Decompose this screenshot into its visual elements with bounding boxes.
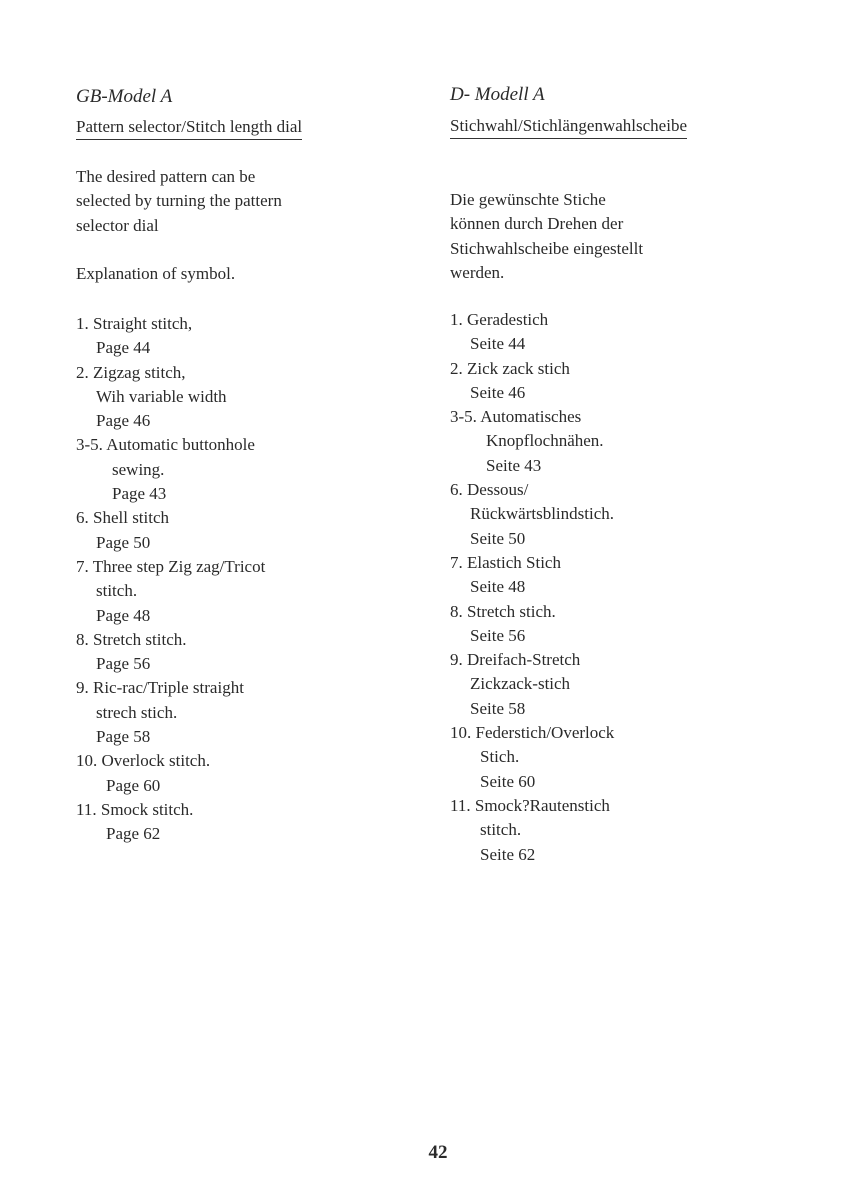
- list-item-label: 11. Smock stitch.: [76, 799, 194, 819]
- list-item-detail: Seite 58: [470, 698, 526, 718]
- list-item-detail: Rückwärtsblindstich.: [470, 504, 615, 524]
- list-item-label: 1. Geradestich: [450, 310, 549, 329]
- list-item-detail: Page 43: [112, 484, 167, 504]
- list-item-detail: stitch.: [96, 581, 138, 601]
- list-item: [76, 628, 265, 677]
- list-item-label: 10. Overlock stitch.: [76, 751, 211, 771]
- list-item-label: 9. Dreifach-Stretch: [450, 650, 581, 670]
- list-item: [76, 749, 265, 798]
- list-item-detail: Page 46: [96, 411, 151, 431]
- list-item-detail: Wih variable width: [96, 386, 227, 406]
- list-item-detail: Zickzack-stich: [470, 674, 571, 694]
- list-item: [450, 648, 614, 721]
- list-item-detail: Seite 48: [470, 577, 526, 597]
- list-item-detail: strech stich.: [96, 702, 178, 722]
- list-item-detail: Page 50: [96, 532, 151, 552]
- gb-model-title: GB-Model A: [76, 86, 173, 107]
- list-item: [450, 357, 614, 406]
- list-item-label: 11. Smock?Rautenstich: [450, 795, 610, 815]
- list-item-detail: Stich.: [480, 747, 520, 767]
- list-item: [76, 676, 265, 749]
- list-item-detail: Knopflochnähen.: [486, 431, 604, 451]
- list-item-detail: Page 62: [106, 824, 161, 844]
- list-item-detail: Page 56: [96, 654, 151, 674]
- list-item-detail: Seite 50: [470, 528, 526, 548]
- list-item-detail: Seite 62: [480, 844, 536, 864]
- list-item-label: 7. Elastich Stich: [450, 552, 561, 572]
- list-item: [76, 798, 265, 847]
- list-item-detail: Seite 43: [486, 455, 542, 475]
- gb-intro-text: The desired pattern can be selected by turning the pattern selector dial: [76, 167, 282, 235]
- list-item-label: 3-5. Automatic buttonhole: [76, 435, 255, 455]
- list-item-label: 3-5. Automatisches: [450, 407, 582, 427]
- list-item: [450, 721, 614, 794]
- list-item-detail: Seite 60: [480, 771, 536, 791]
- list-item: [450, 794, 614, 867]
- gb-stitch-list: [76, 312, 265, 847]
- list-item: [450, 405, 614, 478]
- list-item: [450, 478, 614, 551]
- list-item: [76, 312, 265, 361]
- gb-section-title: Pattern selector/Stitch length dial: [76, 117, 302, 140]
- list-item-detail: Seite 56: [470, 625, 526, 645]
- list-item-detail: Page 48: [96, 605, 151, 625]
- list-item: [450, 551, 614, 600]
- list-item: [450, 308, 614, 357]
- list-item: [76, 555, 265, 628]
- list-item-detail: sewing.: [112, 459, 165, 479]
- list-item-detail: Page 60: [106, 775, 161, 795]
- list-item-detail: Seite 44: [470, 334, 526, 354]
- list-item: [450, 600, 614, 649]
- list-item-label: 6. Dessous/: [450, 480, 529, 500]
- gb-explanation-heading: Explanation of symbol.: [76, 264, 236, 283]
- list-item-label: 10. Federstich/Overlock: [450, 723, 615, 743]
- de-stitch-list: [450, 308, 614, 867]
- de-model-title: D- Modell A: [450, 84, 545, 105]
- de-intro-text: Die gewünschte Stiche können durch Drehen der Stichwahlscheibe eingestellt werden.: [450, 190, 644, 282]
- list-item-detail: Seite 46: [470, 382, 526, 402]
- list-item: [76, 361, 265, 434]
- list-item: [76, 506, 265, 555]
- list-item: [76, 433, 265, 506]
- list-item-detail: Page 44: [96, 338, 151, 358]
- list-item-label: 7. Three step Zig zag/Tricot: [76, 556, 266, 576]
- list-item-label: 6. Shell stitch: [76, 508, 170, 528]
- list-item-label: 8. Stretch stich.: [450, 601, 556, 621]
- page-number: 42: [428, 1142, 448, 1163]
- list-item-detail: stitch.: [480, 820, 522, 840]
- de-section-title: Stichwahl/Stichlängenwahlscheibe: [450, 116, 687, 139]
- list-item-label: 9. Ric-rac/Triple straight: [76, 678, 244, 698]
- list-item-label: 1. Straight stitch,: [76, 314, 193, 333]
- list-item-detail: Page 58: [96, 727, 151, 747]
- list-item-label: 2. Zigzag stitch,: [76, 362, 186, 382]
- list-item-label: 8. Stretch stitch.: [76, 629, 187, 649]
- list-item-label: 2. Zick zack stich: [450, 358, 570, 378]
